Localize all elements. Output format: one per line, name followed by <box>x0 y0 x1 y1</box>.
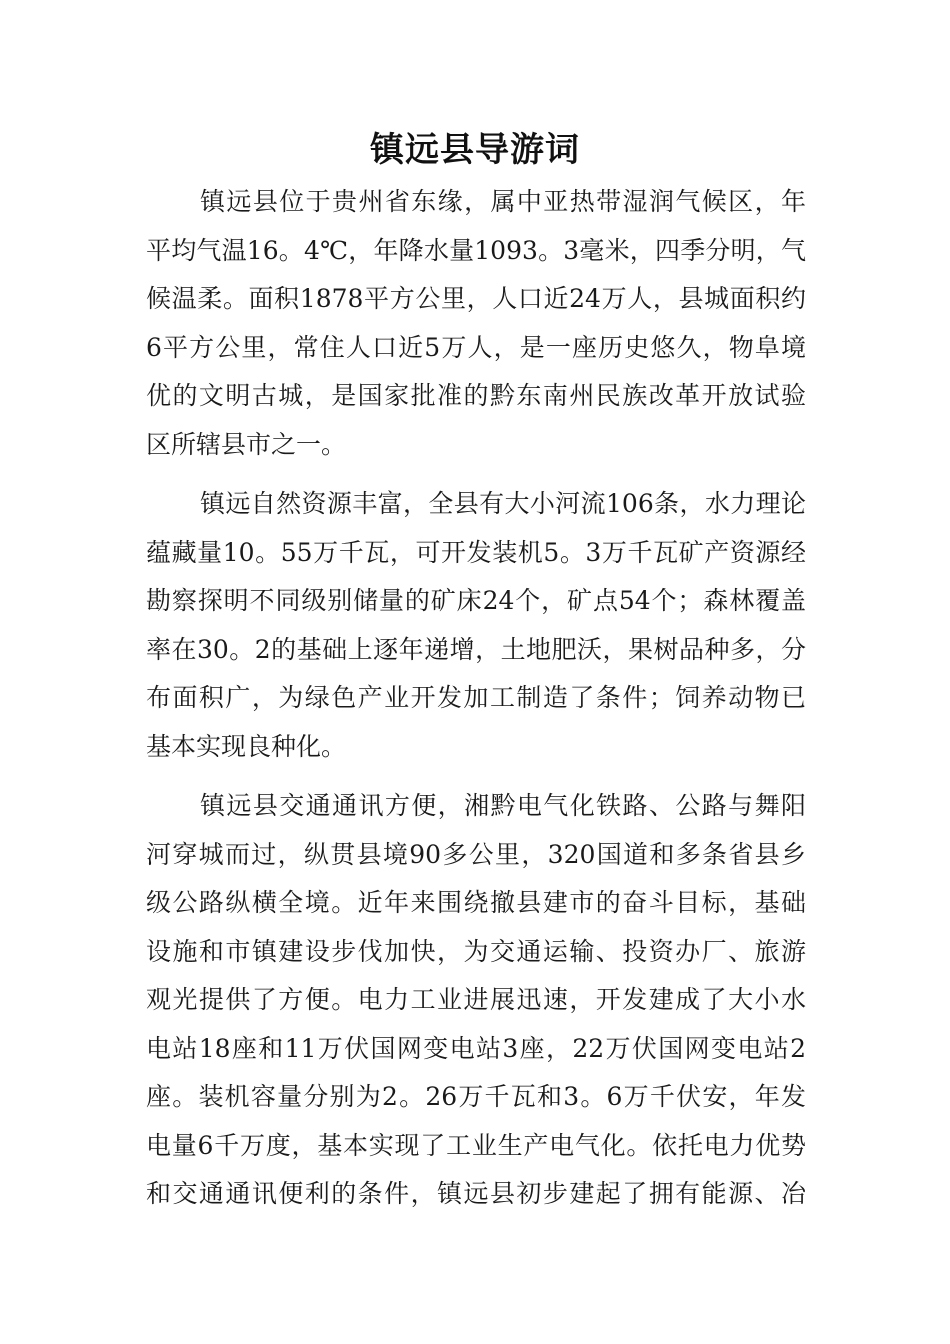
text-line: 6平方公里，常住人口近5万人，是一座历史悠久，物阜境 <box>146 332 806 362</box>
text-line: 电站18座和11万伏国网变电站3座，22万伏国网变电站2 <box>146 1033 806 1063</box>
text-line: 观光提供了方便。电力工业进展迅速，开发建成了大小水 <box>146 985 806 1014</box>
text-line: 镇远自然资源丰富，全县有大小河流106条，水力理论 <box>200 489 806 518</box>
text-line: 率在30。2的基础上逐年递增，土地肥沃，果树品种多，分 <box>146 634 806 664</box>
text-line: 座。装机容量分别为2。26万千瓦和3。6万千伏安，年发 <box>146 1082 806 1111</box>
text-line: 蕴藏量10。55万千瓦，可开发装机5。3万千瓦矿产资源经 <box>146 537 806 567</box>
text-line: 区所辖县市之一。 <box>146 429 347 459</box>
text-line: 电量6千万度，基本实现了工业生产电气化。依托电力优势 <box>146 1130 806 1160</box>
text-line: 候温柔。面积1878平方公里，人口近24万人，县城面积约 <box>146 284 806 313</box>
text-line: 平均气温16。4℃，年降水量1093。3毫米，四季分明，气 <box>146 235 806 265</box>
text-line: 镇远县交通通讯方便，湘黔电气化铁路、公路与舞阳 <box>200 791 806 820</box>
paragraph-1 <box>146 178 806 469</box>
text-line: 镇远县位于贵州省东缘，属中亚热带湿润气候区，年 <box>200 187 806 216</box>
text-line: 基本实现良种化。 <box>146 731 347 761</box>
text-line: 布面积广，为绿色产业开发加工制造了条件；饲养动物已 <box>146 683 806 712</box>
text-line: 勘察探明不同级别储量的矿床24个，矿点54个；森林覆盖 <box>146 586 806 615</box>
paragraph-2 <box>146 480 806 771</box>
document-title: 镇远县导游词 <box>370 130 580 170</box>
text-line: 河穿城而过，纵贯县境90多公里，320国道和多条省县乡 <box>146 839 806 869</box>
paragraph-3 <box>146 782 806 1219</box>
text-line: 级公路纵横全境。近年来围绕撤县建市的奋斗目标，基础 <box>146 888 806 917</box>
text-line: 和交通通讯便利的条件，镇远县初步建起了拥有能源、冶 <box>146 1179 806 1208</box>
document-body <box>146 178 806 1219</box>
text-line: 优的文明古城，是国家批准的黔东南州民族改革开放试验 <box>146 381 806 410</box>
text-line: 设施和市镇建设步伐加快，为交通运输、投资办厂、旅游 <box>146 936 806 966</box>
